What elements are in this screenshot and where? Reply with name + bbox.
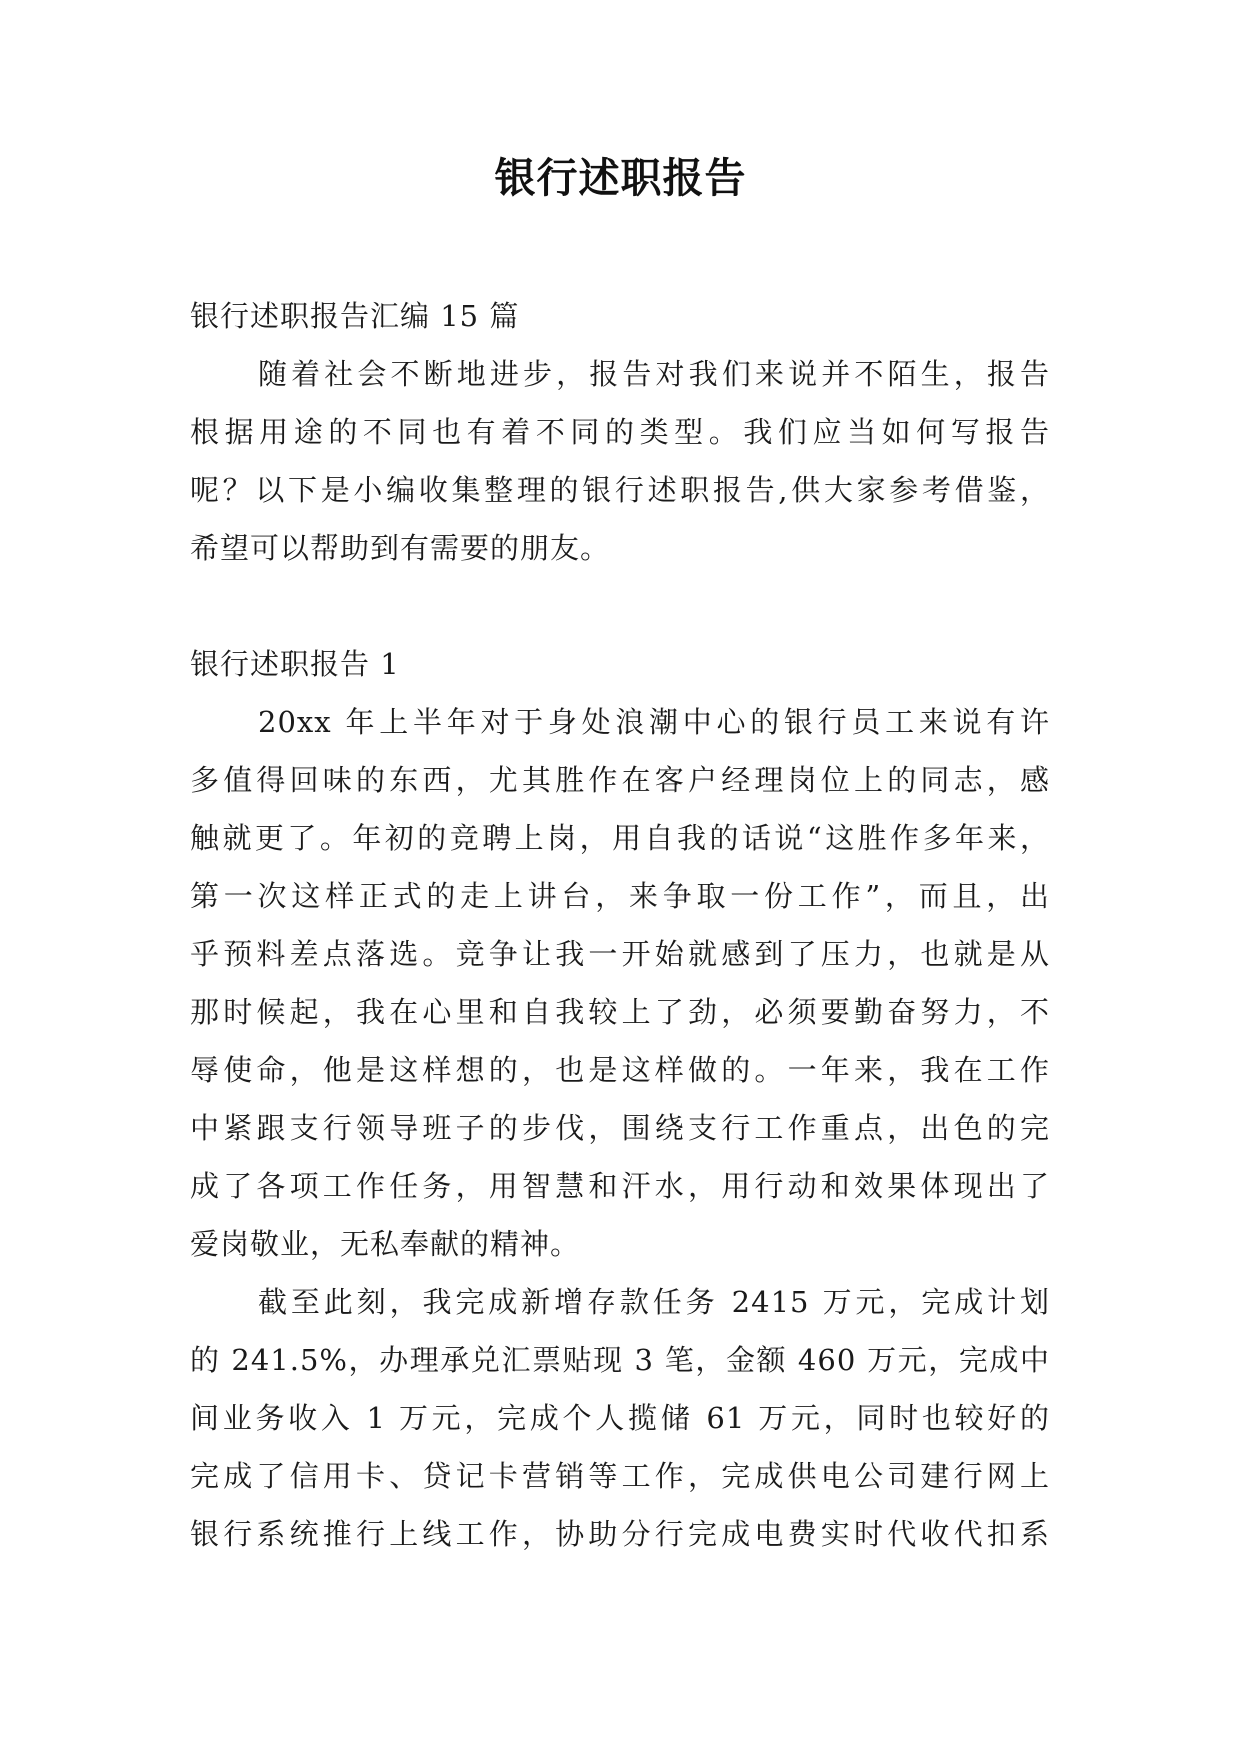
document-body [190, 287, 1050, 1563]
paragraph-line: 多值得回味的东西，尤其胜作在客户经理岗位上的同志，感 [190, 763, 1050, 797]
intro-line: 根据用途的不同也有着不同的类型。我们应当如何写报告 [190, 415, 1050, 449]
section-heading: 银行述职报告 1 [190, 647, 400, 681]
body-paragraph-2 [190, 1273, 1050, 1563]
paragraph-line: 成了各项工作任务，用智慧和汗水，用行动和效果体现出了 [190, 1169, 1050, 1203]
paragraph-line: 20xx 年上半年对于身处浪潮中心的银行员工来说有许 [258, 705, 1050, 739]
paragraph-line: 触就更了。年初的竞聘上岗，用自我的话说“这胜作多年来， [190, 821, 1050, 855]
paragraph-line: 乎预料差点落选。竞争让我一开始就感到了压力，也就是从 [190, 937, 1050, 971]
body-paragraph-1 [190, 693, 1050, 1273]
paragraph-line: 中紧跟支行领导班子的步伐，围绕支行工作重点，出色的完 [190, 1111, 1050, 1145]
document-subtitle: 银行述职报告汇编 15 篇 [190, 299, 520, 333]
section-spacer [190, 577, 1050, 635]
document-title: 银行述职报告 [494, 154, 747, 202]
intro-line: 希望可以帮助到有需要的朋友。 [190, 531, 611, 565]
paragraph-line: 第一次这样正式的走上讲台，来争取一份工作”，而且，出 [190, 879, 1050, 913]
paragraph-line: 截至此刻，我完成新增存款任务 2415 万元，完成计划 [258, 1285, 1050, 1319]
paragraph-line: 间业务收入 1 万元，完成个人揽储 61 万元，同时也较好的 [190, 1401, 1050, 1435]
paragraph-line: 完成了信用卡、贷记卡营销等工作，完成供电公司建行网上 [190, 1459, 1050, 1493]
intro-paragraph [190, 345, 1050, 577]
paragraph-line: 银行系统推行上线工作，协助分行完成电费实时代收代扣系 [190, 1517, 1050, 1551]
paragraph-line: 的 241.5%，办理承兑汇票贴现 3 笔，金额 460 万元，完成中 [190, 1343, 1050, 1377]
paragraph-line: 爱岗敬业，无私奉献的精神。 [190, 1227, 581, 1261]
intro-line: 呢？以下是小编收集整理的银行述职报告,供大家参考借鉴， [190, 473, 1050, 507]
paragraph-line: 辱使命，他是这样想的，也是这样做的。一年来，我在工作 [190, 1053, 1050, 1087]
intro-line: 随着社会不断地进步，报告对我们来说并不陌生，报告 [258, 357, 1050, 391]
paragraph-line: 那时候起，我在心里和自我较上了劲，必须要勤奋努力，不 [190, 995, 1050, 1029]
